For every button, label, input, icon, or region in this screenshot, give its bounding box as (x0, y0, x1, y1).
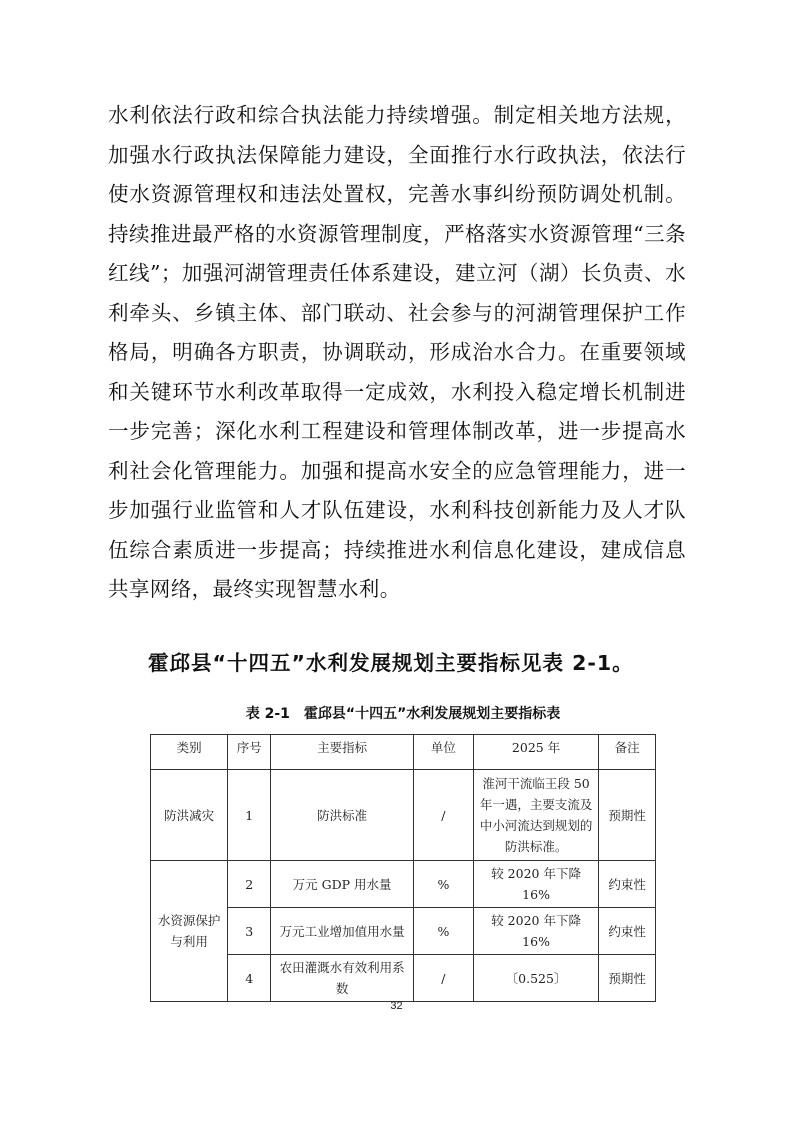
indicator-cell: 万元工业增加值用水量 (271, 908, 413, 955)
target-cell: 较 2020 年下降 16% (473, 908, 598, 955)
indicators-table (150, 734, 656, 1002)
note-cell: 预期性 (599, 955, 656, 1002)
table-reference-sentence: 霍邱县“十四五”水利发展规划主要指标见表 2-1。 (148, 651, 634, 675)
seq-cell: 2 (228, 861, 271, 908)
unit-cell: / (413, 770, 473, 861)
unit-cell: % (413, 908, 473, 955)
table-row (151, 770, 656, 861)
seq-cell: 4 (228, 955, 271, 1002)
category-cell: 水资源保护与利用 (151, 861, 228, 1002)
indicator-cell: 农田灌溉水有效利用系数 (271, 955, 413, 1002)
category-cell: 防洪减灾 (151, 770, 228, 861)
seq-cell: 3 (228, 908, 271, 955)
page-number: 32 (390, 1000, 403, 1012)
table-header-row (151, 735, 656, 770)
note-cell: 约束性 (599, 861, 656, 908)
table-row (151, 861, 656, 908)
target-cell: 淮河干流临王段 50 年一遇，主要支流及中小河流达到规划的防洪标准。 (473, 770, 598, 861)
note-cell: 预期性 (599, 770, 656, 861)
header-note: 备注 (599, 735, 656, 770)
body-paragraph: 水利依法行政和综合执法能力持续增强。制定相关地方法规，加强水行政执法保障能力建设，全面推行水行政执法，依法行使水资源管理权和违法处置权，完善水事纠纷预防调处机制。持续推进最严格的水资源管理制度，严格落实水资源管理“三条红线”；加强河湖管理责任体系建设，建立河（湖）长负责、水利牵头、乡镇主体、部门联动、社会参与的河湖管理保护工作格局，明确各方职责，协调联动，形成治水合力。在重要领域和关键环节水利改革取得一定成效，水利投入稳定增长机制进一步完善；深化水利工程建设和管理体制改革，进一步提高水利社会化管理能力。加强和提高水安全的应急管理能力，进一步加强行业监管和人才队伍建设，水利科技创新能力及人才队伍综合素质进一步提高；持续推进水利信息化建设，建成信息共享网络，最终实现智慧水利。 (108, 103, 686, 601)
header-indicator: 主要指标 (271, 735, 413, 770)
target-cell: 较 2020 年下降 16% (473, 861, 598, 908)
header-seq: 序号 (228, 735, 271, 770)
unit-cell: % (413, 861, 473, 908)
indicator-cell: 万元 GDP 用水量 (271, 861, 413, 908)
header-unit: 单位 (413, 735, 473, 770)
table-caption: 表 2-1 霍邱县“十四五”水利发展规划主要指标表 (245, 706, 561, 722)
header-target: 2025 年 (473, 735, 598, 770)
unit-cell: / (413, 955, 473, 1002)
seq-cell: 1 (228, 770, 271, 861)
header-category: 类别 (151, 735, 228, 770)
target-cell: 〔0.525〕 (473, 955, 598, 1002)
note-cell: 约束性 (599, 908, 656, 955)
indicator-cell: 防洪标准 (271, 770, 413, 861)
